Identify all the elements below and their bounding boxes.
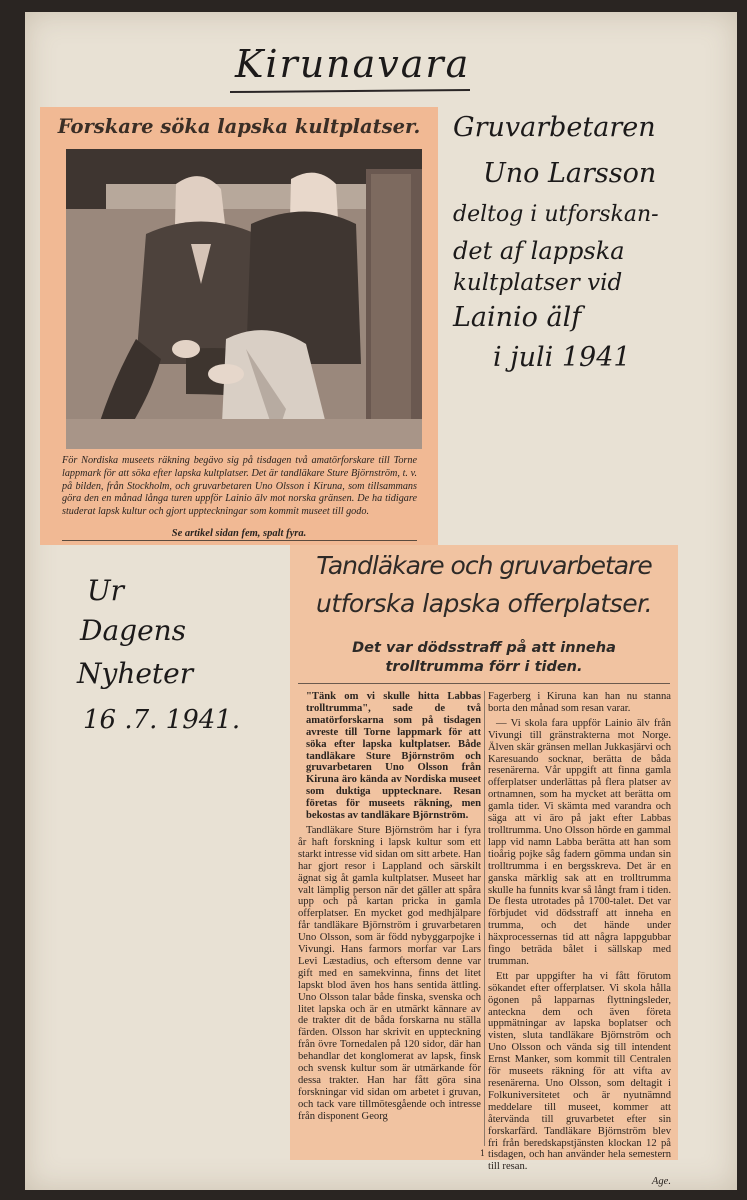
handwritten-source-line: Nyheter	[77, 657, 194, 690]
news-photo	[66, 149, 422, 449]
handwritten-title: Kirunavara	[235, 42, 471, 86]
author-signature: Age.	[651, 1176, 671, 1188]
article-reference: Se artikel sidan fem, spalt fyra.	[171, 528, 307, 539]
article-column-right	[488, 691, 671, 1188]
handwritten-note-line: kultplatser vid	[453, 270, 623, 296]
article-paragraph: Fagerberg i Kiruna kan han nu stanna borta den månad som resan varar.	[488, 691, 671, 714]
article-paragraph: Tandläkare Sture Björnström har i fyra år haft forskning i lapsk kultur som ett starkt intresse vid sidan om sitt arbete. Han har gjort resor i Lappland och särskilt ägnat sig åt gamla kultplatser. Museet har valt lämplig person när det gäller att spåra upp och på kartan pricka in gamla offerplatser. En mycket god medhjälpare får tandläkare Björnström i gruvarbetaren Uno Olsson, som är född nybyggarpojke i Vivungi. Hans farmors morfar var Lars Levi Læstadius, och eftersom denne var gift med en samekvinna, finns det litet lapskt blod även hos hans sentida ättling. Uno Olsson talar både finska, svenska och litet lapska och är en utmärkt kännare av de trakter dit de båda forskarna nu ställa färden. Olsson har skrivit en uppteckning från övre Tornedalen på 120 sidor, där han behandlar det konglomerat av lapsk, finsk och svensk kultur som är utmärkande för dessa trakter. Han har fått göra sina forskningar vid sidan om arbetet i gruvan, och tack vare tillmötesgående och intresse från disponent Georg	[298, 824, 481, 1122]
handwritten-source-line: Ur	[87, 574, 124, 607]
article-headline-line-1: Tandläkare och gruvarbetare	[316, 551, 652, 580]
article-paragraph: Ett par uppgifter ha vi fått förutom sökandet efter offerplatser. Vi skola hålla ögonen på lapparnas flyttningsleder, anteckna dem och även företa uppmätningar av lapska boplatser och visten, sluta tandläkare Björnström och Uno Olsson och vända sig till intendent Ernst Manker, som kommit till Centralen för museets räkning för att vifta av resenärerna. Uno Olsson, som deltagit i Folkuniversitetet och är nyutnämnd meddelare till museet, kommer att återvända till gruvarbetet efter sin forskarfärd. Tandläkare Björnström blev fri från beredskapstjänsten klockan 12 på tisdagen, och han använder hela semestern till resan.	[488, 970, 671, 1173]
title-underline	[230, 89, 470, 93]
article-lead: "Tänk om vi skulle hitta Labbas trolltrumma", sade de två amatörforskarna som på tisdagen avreste till Torne lappmark för att söka efter lapska kultplatser. Både tandläkare Sture Björnström och gruvarbetaren Uno Olsson från Kiruna äro kända av Nordiska museet som duktiga upptecknare. Resan företas för museets räkning, men bekostas av tandläkare Björnström.	[306, 691, 481, 822]
handwritten-source-line: 16 .7. 1941.	[83, 705, 241, 735]
article-paragraph: — Vi skola fara uppför Lainio älv från Vivungi till gränstrakterna mot Norge. Älven skär gränsen mellan Jukkasjärvi och Karesuando socknar, berätta de båda resenärerna. Vår uppgift att finna gamla offerplatser underlättas på flera platser av ortnamnen, som ha mycket att berätta om gamla tider. Vi skämta med varandra och säga att vi äro på jakt efter Labbas trolltrumma. Uno Olsson hörde en gammal lapp vid namn Labba berätta att han som tioårig pojke såg fadern gömma undan sin trolltrumma i en bergsskreva. Det är en ganska märklig sak att en trolltrumma skulle ha funnits kvar så långt fram i tiden. De flesta utrotades på 1700-talet. Det var förbjudet vid dödsstraff att inneha en trumma, och det hände under häxprocessernas tid att några lappgubbar fingo beträda bålet i sällskap med trumman.	[488, 717, 671, 967]
handwritten-note-line: Gruvarbetaren	[453, 112, 656, 143]
clipping-photo-article	[40, 107, 438, 545]
handwritten-source-line: Dagens	[80, 614, 187, 647]
handwritten-note-line: Uno Larsson	[483, 158, 657, 189]
page-mark: 1	[480, 1149, 486, 1158]
handwritten-note-line: det af lappska	[453, 237, 625, 265]
handwritten-note-line: deltog i utforskan-	[453, 202, 659, 227]
photo-caption: För Nordiska museets räkning begävo sig på tisdagen två amatörforskare till Torne lappmark för att söka efter lapska kultplatser. Det är tandläkare Sture Björnström, t. v. på bilden, från Stockholm, och gruvarbetaren Uno Olsson i Kiruna, som tillsammans göra den en månad långa turen uppför Lainio älv mot norska gränsen. De ha tidigare studerat lapsk kultur och gjort uppteckningar som kommit museet till godo.	[62, 455, 417, 518]
divider	[298, 683, 670, 684]
handwritten-note-line: Lainio älf	[453, 302, 582, 333]
clipping-headline: Forskare söka lapska kultplatser.	[57, 115, 421, 138]
scrapbook-page	[25, 12, 737, 1190]
article-subheadline: Det var dödsstraff på att inneha trolltrumma förr i tiden.	[352, 640, 616, 675]
article-column-left	[298, 691, 481, 1126]
article-headline-line-2: utforska lapska offerplatser.	[315, 589, 653, 618]
clipping-article	[290, 545, 678, 1188]
handwritten-note-line: i juli 1941	[493, 342, 631, 373]
column-divider	[484, 691, 485, 1146]
divider	[62, 540, 417, 541]
